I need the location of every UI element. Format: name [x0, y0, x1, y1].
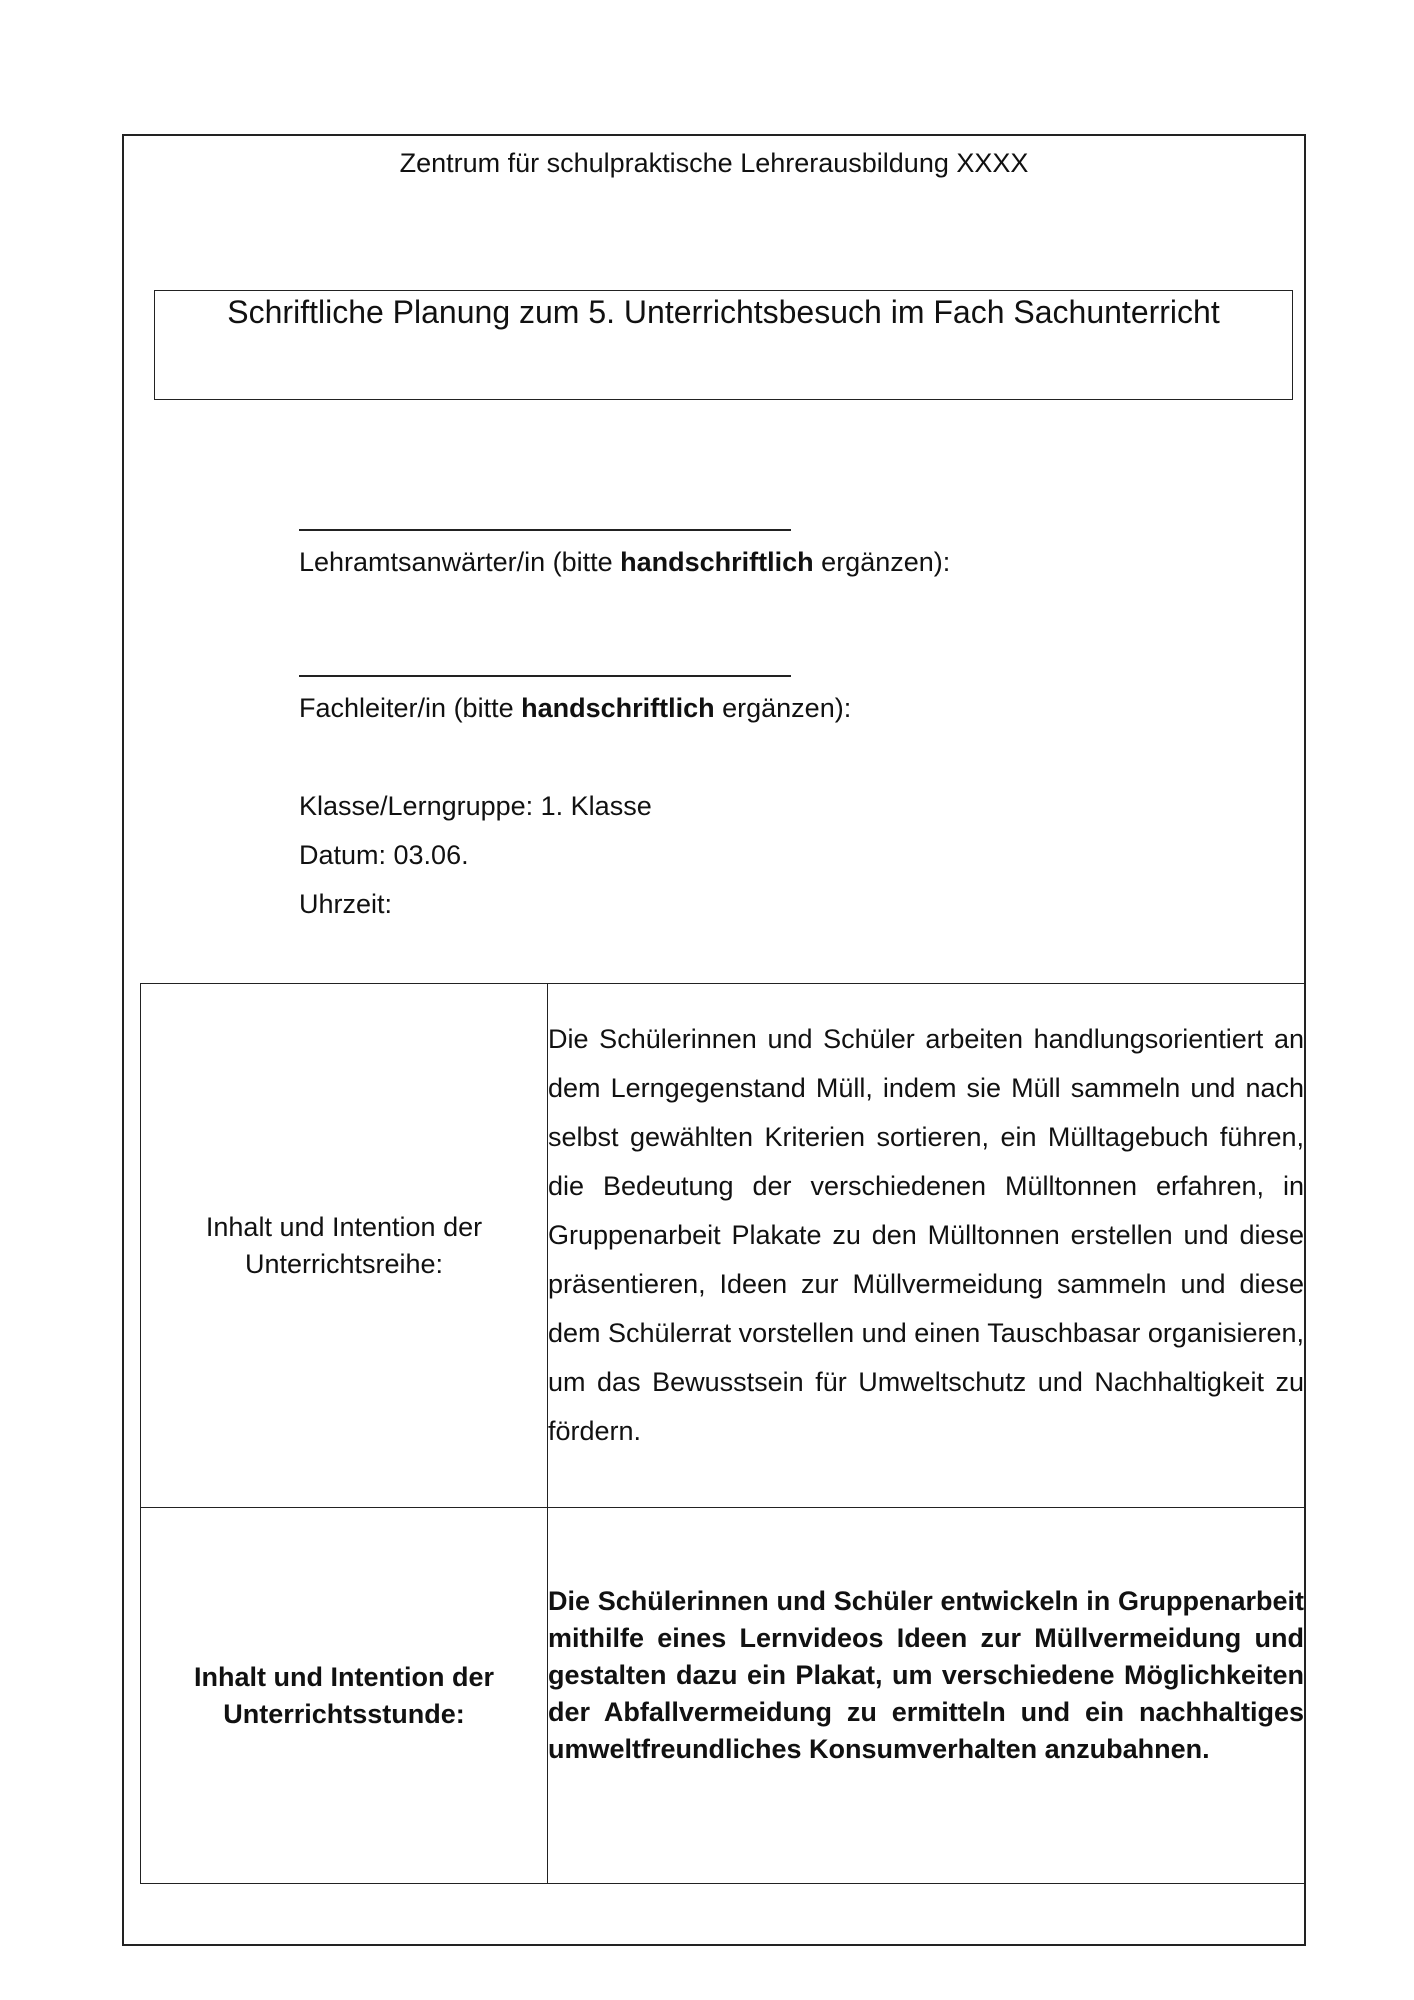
reihe-text: Die Schülerinnen und Schüler arbeiten handlungsorientiert an dem Lerngegenstand Müll, indem sie Müll sammeln und nach selbst gewählten Kriterien sortieren, ein Mülltagebuch führen, die Bedeutung der verschiedenen Mülltonnen erfahren, in Gruppenarbeit Plakate zu den Mülltonnen erstellen und diese präsentieren, Ideen zur Müllvermeidung sammeln und diese dem Schülerrat vorstellen und einen Tauschbasar organisieren, um das Bewusstsein für Umweltschutz und Nachhaltigkeit zu fördern.: [548, 1024, 1304, 1446]
table-row: [141, 1508, 1305, 1884]
datum-field: Datum: 03.06.: [299, 840, 469, 870]
institution-header: Zentrum für schulpraktische Lehrerausbildung XXXX: [399, 148, 1029, 178]
fachleiter-label-bold: handschriftlich: [521, 693, 715, 723]
reihe-label: Inhalt und Intention der Unterrichtsreihe:: [205, 1211, 483, 1279]
stunde-label-cell: [141, 1508, 548, 1884]
fachleiter-signature-line[interactable]: [299, 675, 791, 677]
fachleiter-label-prefix: Fachleiter/in (bitte: [299, 693, 522, 723]
planning-table: [140, 983, 1305, 1884]
stunde-text-cell: [548, 1508, 1305, 1884]
document-frame: [122, 134, 1306, 1946]
anwaerter-label-prefix: Lehramtsanwärter/in (bitte: [299, 547, 621, 577]
anwaerter-label-suffix: ergänzen):: [813, 547, 951, 577]
anwaerter-label-bold: handschriftlich: [620, 547, 814, 577]
klasse-field: Klasse/Lerngruppe: 1. Klasse: [299, 791, 652, 821]
uhrzeit-field: Uhrzeit:: [299, 889, 393, 919]
fachleiter-label: [299, 693, 851, 724]
reihe-text-cell: [548, 984, 1305, 1508]
anwaerter-label: [299, 547, 950, 578]
stunde-text: Die Schülerinnen und Schüler entwickeln in Gruppenarbeit mithilfe eines Lernvideos Ideen zur Müllvermeidung und gestalten dazu ein Plakat, um verschiedene Möglichkeiten der Abfallvermeidung zu ermitteln und ein nachhaltiges umweltfreundliches Konsumverhalten anzubahnen.: [548, 1586, 1304, 1764]
stunde-label: Inhalt und Intention der Unterrichtsstunde:: [194, 1661, 494, 1729]
title-box: [154, 290, 1293, 400]
document-title: Schriftliche Planung zum 5. Unterrichtsbesuch im Fach Sachunterricht: [227, 294, 1220, 330]
table-row: [141, 984, 1305, 1508]
anwaerter-signature-line[interactable]: [299, 529, 791, 531]
fachleiter-label-suffix: ergänzen):: [714, 693, 852, 723]
reihe-label-cell: [141, 984, 548, 1508]
